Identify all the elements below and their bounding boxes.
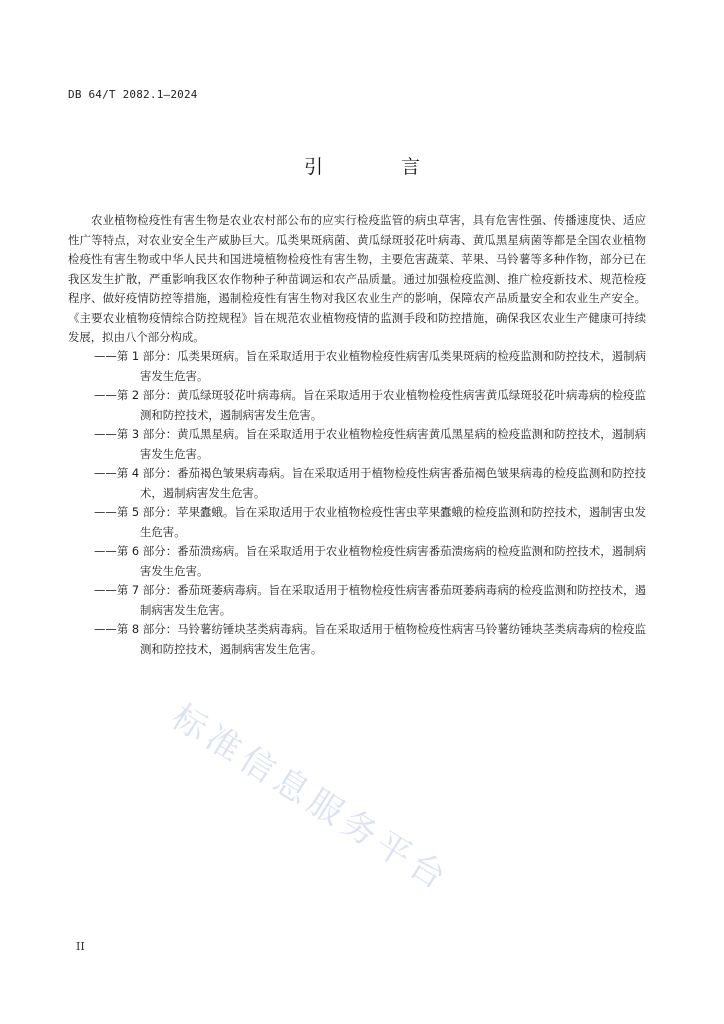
watermark: 标准信息服务平台: [164, 696, 458, 901]
part-item-5: ——第 5 部分：苹果蠹蛾。旨在采取适用于农业植物检疫性害虫苹果蠹蛾的检疫监测和防控技术，遏制害虫发生危害。: [94, 505, 646, 539]
document-code: DB 64/T 2082.1—2024: [68, 88, 198, 101]
part-item-2: ——第 2 部分：黄瓜绿斑驳花叶病毒病。旨在采取适用于农业植物检疫性病害黄瓜绿斑驳花叶病毒病的检疫监测和防控技术，遏制病害发生危害。: [94, 388, 646, 422]
page-title: 引 言: [303, 156, 457, 178]
part-item-8: ——第 8 部分：马铃薯纺锤块茎类病毒病。旨在采取适用于植物检疫性病害马铃薯纺锤块茎类病毒病的检疫监测和防控技术，遏制病害发生危害。: [94, 622, 646, 656]
part-item-3: ——第 3 部分：黄瓜黑星病。旨在采取适用于农业植物检疫性病害黄瓜黑星病的检疫监测和防控技术，遏制病害发生危害。: [94, 427, 646, 461]
part-item-4: ——第 4 部分：番茄褐色皱果病毒病。旨在采取适用于植物检疫性病害番茄褐色皱果病毒的检疫监测和防控技术，遏制病害发生危害。: [94, 466, 646, 500]
page-number: II: [76, 940, 85, 953]
part-item-1: ——第 1 部分：瓜类果斑病。旨在采取适用于农业植物检疫性病害瓜类果斑病的检疫监测和防控技术，遏制病害发生危害。: [94, 349, 646, 383]
part-item-7: ——第 7 部分：番茄斑萎病毒病。旨在采取适用于植物检疫性病害番茄斑萎病毒病的检疫监测和防控技术，遏制病害发生危害。: [94, 583, 646, 617]
intro-paragraph: 农业植物检疫性有害生物是农业农村部公布的应实行检疫监管的病虫草害，具有危害性强、传播速度快、适应性广等特点，对农业安全生产威胁巨大。瓜类果斑病菌、黄瓜绿斑驳花叶病毒、黄瓜黑星病菌等都是全国农业植物检疫性有害生物或中华人民共和国进境植物检疫性有害生物，主要危害蔬菜、苹果、马铃薯等多种作物，部分已在我区发生扩散，严重影响我区农作物种子种苗调运和农产品质量。通过加强检疫监测、推广检疫新技术、规范检疫程序、做好疫情防控等措施，遏制检疫性有害生物对我区农业生产的影响，保障农产品质量安全和农业生产安全。《主要农业植物疫情综合防控规程》旨在规范农业植物疫情的监测手段和防控措施，确保我区农业生产健康可持续发展，拟由八个部分构成。: [68, 213, 646, 344]
parts-list: [68, 347, 646, 659]
part-item-6: ——第 6 部分：番茄溃疡病。旨在采取适用于农业植物检疫性病害番茄溃疡病的检疫监测和防控技术，遏制病害发生危害。: [94, 544, 646, 578]
